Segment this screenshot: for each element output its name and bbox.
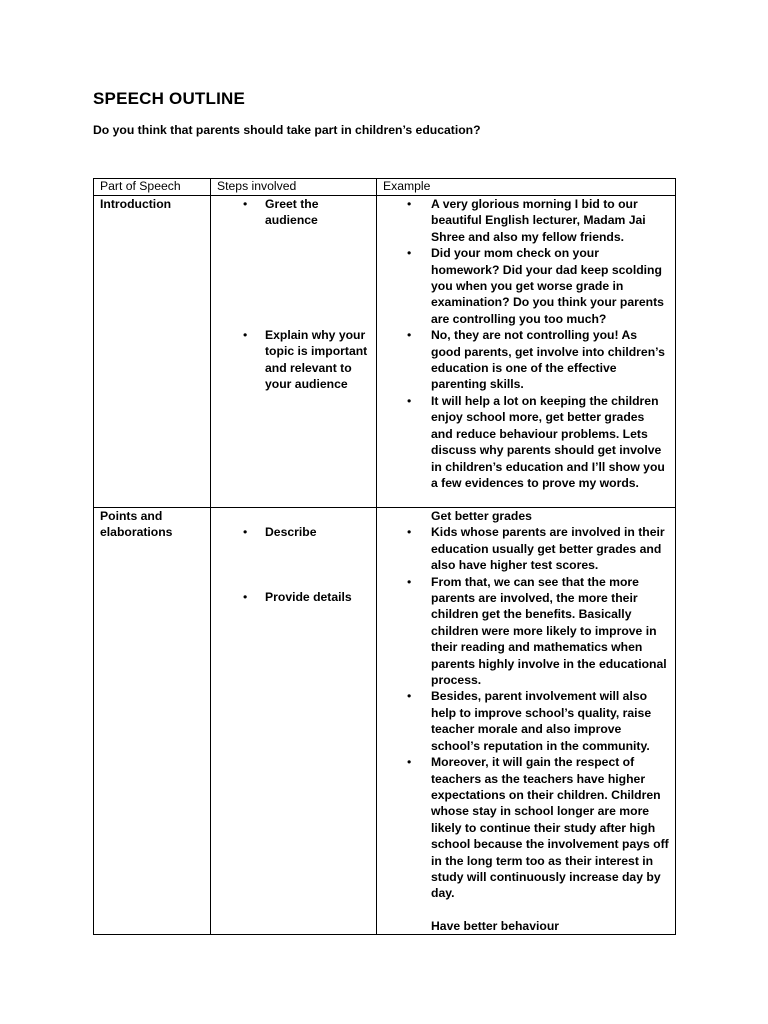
list-item: • Greet the audience [217,196,370,229]
list-item: • From that, we can see that the more parents are involved, the more their children get the benefits. Basically children were more likely to improve in their reading and mathematics when parents highly involve in the educational process. [383,574,669,689]
header-example: Example [377,179,676,196]
steps-list [217,196,370,229]
part-cell [94,196,211,508]
examples-cell [377,508,676,935]
examples-cell [377,196,676,508]
table-header-row [94,179,676,196]
part-label: Points and elaborations [100,509,173,540]
list-item: • Describe [217,524,370,540]
list-item: • It will help a lot on keeping the children enjoy school more, get better grades and reduce behaviour problems. Lets discuss why parents should get involve in children’s education and I’ll show you a few evidences to prove my words. [383,393,669,491]
header-part-of-speech: Part of Speech [94,179,211,196]
part-label: Introduction [100,197,172,211]
examples-list [383,196,669,491]
list-item: • Moreover, it will gain the respect of teachers as the teachers have higher expectations on their children. Children whose stay in school longer are more likely to continue their study after high school because the involvement pays off in the long term too as their interest in study will continuously increase day by day. [383,754,669,902]
document-title: SPEECH OUTLINE [93,89,246,108]
steps-list [217,524,370,540]
list-item: • A very glorious morning I bid to our beautiful English lecturer, Madam Jai Shree and also my fellow friends. [383,196,669,245]
list-item: • Explain why your topic is important and relevant to your audience [217,327,370,393]
list-item: • No, they are not controlling you! As good parents, get involve into children’s education is one of the effective parenting skills. [383,327,669,393]
examples-list [383,524,669,901]
list-item: • Provide details [217,589,370,605]
subheading: Have better behaviour [431,918,560,933]
list-item: • Did your mom check on your homework? Did your dad keep scolding you when you get worse grade in examination? Do you think your parents are controlling you too much? [383,245,669,327]
header-steps-involved: Steps involved [211,179,377,196]
table-row [94,508,676,935]
steps-list [217,327,370,393]
steps-list [217,589,370,605]
speech-outline-table [93,178,676,935]
table-row [94,196,676,508]
subheading: Get better grades [431,509,532,523]
steps-cell [211,508,377,935]
steps-cell [211,196,377,508]
speech-question: Do you think that parents should take part in children’s education? [93,123,481,137]
part-cell [94,508,211,935]
list-item: • Kids whose parents are involved in their education usually get better grades and also have higher test scores. [383,524,669,573]
list-item: • Besides, parent involvement will also help to improve school’s quality, raise teacher morale and also improve school’s reputation in the community. [383,688,669,754]
